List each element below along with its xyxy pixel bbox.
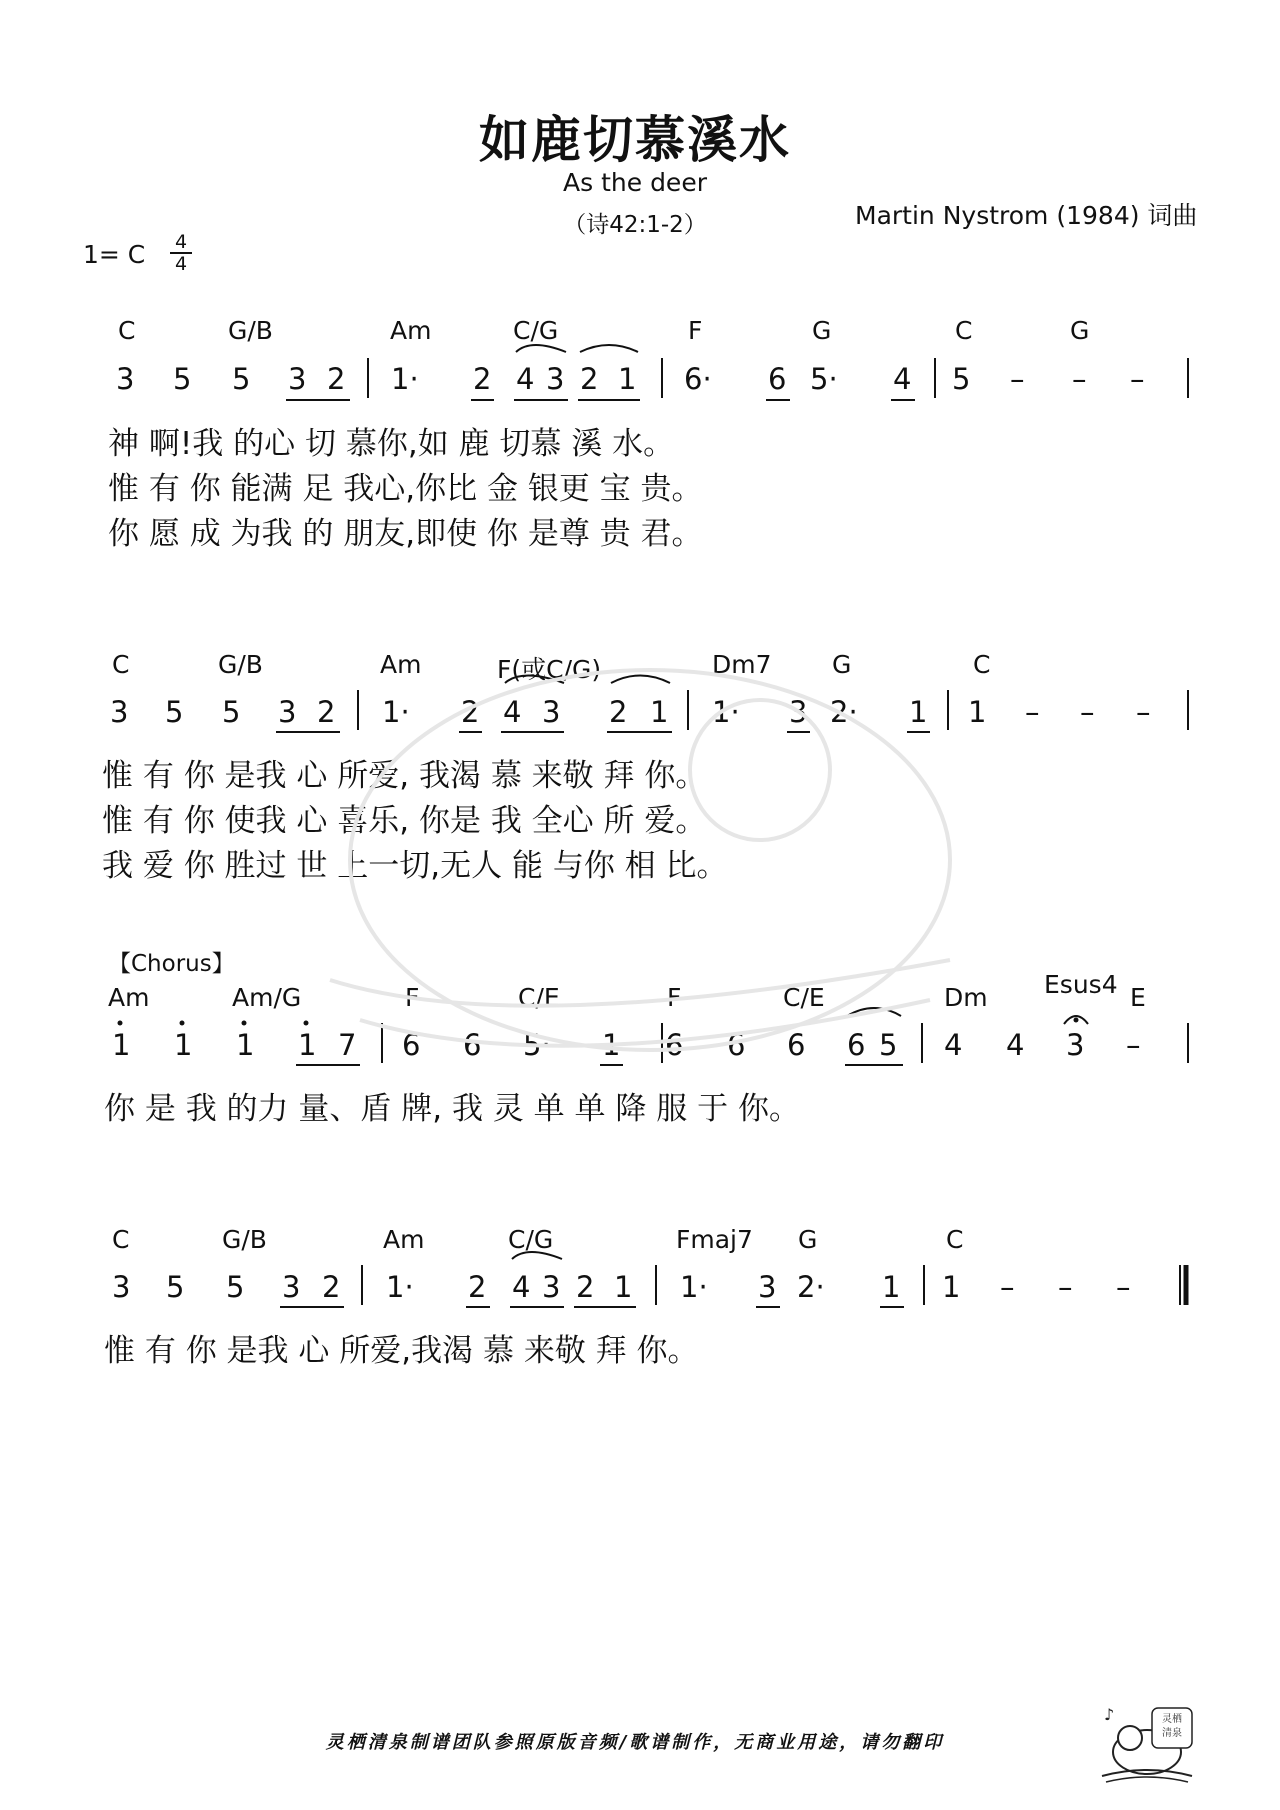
- note: 7: [338, 1028, 357, 1062]
- chord-symbol: F(或C/G): [497, 655, 602, 684]
- note: 3: [110, 695, 129, 729]
- note: 1: [942, 1270, 961, 1304]
- chord-symbol: C/G: [508, 1225, 554, 1254]
- note: 3: [542, 1270, 561, 1304]
- chord-symbol: C: [112, 1225, 130, 1254]
- note: 5: [226, 1270, 245, 1304]
- note: 1: [602, 1028, 621, 1062]
- chord-symbol: C: [973, 650, 991, 679]
- note: 3: [542, 695, 561, 729]
- lyric-line: 惟 有 你 是我 心 所爱,我渴 慕 来敬 拜 你。: [104, 1333, 699, 1369]
- time-signature-bottom: 4: [174, 253, 188, 275]
- note: 5: [222, 695, 241, 729]
- chord-symbol: G/B: [218, 650, 263, 679]
- note: 6: [768, 362, 787, 396]
- note: 5: [952, 362, 971, 396]
- note: 4: [516, 362, 535, 396]
- lyric-line: 你 愿 成 为我 的 朋友,即使 你 是尊 贵 君。: [108, 516, 703, 552]
- note: 2: [327, 362, 346, 396]
- chord-symbol: F: [667, 983, 682, 1012]
- svg-text:清泉: 清泉: [1162, 1728, 1182, 1739]
- note: 1: [236, 1028, 255, 1062]
- watermark-icon: [330, 670, 950, 1050]
- note: 1·: [382, 695, 410, 729]
- note: 2: [576, 1270, 595, 1304]
- note: 2: [461, 695, 480, 729]
- svg-text:灵栖: 灵栖: [1162, 1714, 1182, 1725]
- lyric-line: 我 爱 你 胜过 世 上一切,无人 能 与你 相 比。: [102, 848, 728, 884]
- time-signature-top: 4: [174, 231, 188, 253]
- note: 5: [879, 1028, 898, 1062]
- note: 2: [609, 695, 628, 729]
- chord-symbol: G: [812, 316, 832, 345]
- note: 4: [893, 362, 912, 396]
- chord-symbol: Dm7: [712, 650, 772, 679]
- note: 3: [282, 1270, 301, 1304]
- song-title: 如鹿切慕溪水: [479, 111, 791, 169]
- note: 2·: [830, 695, 858, 729]
- note-dash: –: [1130, 362, 1145, 396]
- note: 6: [727, 1028, 746, 1062]
- note: 2: [473, 362, 492, 396]
- note: 6: [787, 1028, 806, 1062]
- note: 1·: [680, 1270, 708, 1304]
- note: 1: [968, 695, 987, 729]
- note: 2: [468, 1270, 487, 1304]
- note-dash: –: [1080, 695, 1095, 729]
- note-dash: –: [1136, 695, 1151, 729]
- lyric-line: 神 啊!我 的心 切 慕你,如 鹿 切慕 溪 水。: [108, 426, 675, 462]
- note: 3: [112, 1270, 131, 1304]
- chord-symbol: C/G: [513, 316, 559, 345]
- lyric-line: 你 是 我 的力 量、盾 牌, 我 灵 单 单 降 服 于 你。: [104, 1091, 800, 1127]
- chord-symbol: Fmaj7: [676, 1225, 753, 1254]
- note: 3: [789, 695, 808, 729]
- scripture-reference: （诗42:1-2）: [563, 212, 707, 238]
- note: 1: [112, 1028, 131, 1062]
- note-dash: –: [1058, 1270, 1073, 1304]
- note: 1: [650, 695, 669, 729]
- note: 4: [944, 1028, 963, 1062]
- chord-symbol: G: [1070, 316, 1090, 345]
- chord-symbol: C/E: [783, 983, 825, 1012]
- chord-symbol: C: [946, 1225, 964, 1254]
- chord-symbol: Am: [108, 983, 150, 1012]
- note-dash: –: [1010, 362, 1025, 396]
- chord-symbol: Am: [390, 316, 432, 345]
- note: 4: [512, 1270, 531, 1304]
- key-signature: 1= C: [83, 240, 146, 269]
- lyric-line: 惟 有 你 使我 心 喜乐, 你是 我 全心 所 爱。: [102, 803, 707, 839]
- note: 1: [174, 1028, 193, 1062]
- lyric-line: 惟 有 你 能满 足 我心,你比 金 银更 宝 贵。: [108, 471, 703, 507]
- note: 5: [165, 695, 184, 729]
- footer-note: 灵栖清泉制谱团队参照原版音频/歌谱制作，无商业用途，请勿翻印: [325, 1732, 945, 1753]
- chord-symbol: F: [405, 983, 420, 1012]
- note: 1: [614, 1270, 633, 1304]
- note: 3: [546, 362, 565, 396]
- note: 2: [580, 362, 599, 396]
- lyric-line: 惟 有 你 是我 心 所爱, 我渴 慕 来敬 拜 你。: [102, 758, 707, 794]
- chord-symbol: F: [688, 316, 703, 345]
- note-dash: –: [1126, 1028, 1141, 1062]
- section-label: 【Chorus】: [108, 951, 235, 977]
- chord-symbol: G: [798, 1225, 818, 1254]
- chord-symbol: Dm: [944, 983, 988, 1012]
- chord-symbol: Am: [380, 650, 422, 679]
- note: 1: [618, 362, 637, 396]
- note-dash: –: [1025, 695, 1040, 729]
- note: 5·: [810, 362, 838, 396]
- note: 1: [298, 1028, 317, 1062]
- note: 1: [909, 695, 928, 729]
- note: 1·: [712, 695, 740, 729]
- chord-symbol: E: [1130, 983, 1146, 1012]
- note: 6: [402, 1028, 421, 1062]
- chord-symbol: Am/G: [232, 983, 302, 1012]
- chord-symbol: C: [955, 316, 973, 345]
- sheep-logo-icon: [1092, 1680, 1202, 1790]
- chord-symbol: Esus4: [1044, 970, 1118, 999]
- note: 6: [463, 1028, 482, 1062]
- note: 5: [232, 362, 251, 396]
- note: 4: [503, 695, 522, 729]
- chord-symbol: C: [112, 650, 130, 679]
- note-dash: –: [1072, 362, 1087, 396]
- chord-symbol: Am: [383, 1225, 425, 1254]
- note: 2·: [797, 1270, 825, 1304]
- note: 1: [882, 1270, 901, 1304]
- note: 3: [1066, 1028, 1085, 1062]
- note: 5·: [523, 1028, 551, 1062]
- note: 3: [288, 362, 307, 396]
- note: 3: [116, 362, 135, 396]
- note: 4: [1006, 1028, 1025, 1062]
- note: 3: [758, 1270, 777, 1304]
- note: 6·: [684, 362, 712, 396]
- svg-text:♪: ♪: [1104, 1705, 1115, 1724]
- note-dash: –: [1116, 1270, 1131, 1304]
- chord-symbol: C/E: [518, 983, 560, 1012]
- chord-symbol: G/B: [228, 316, 273, 345]
- chord-symbol: G: [832, 650, 852, 679]
- note-dash: –: [1000, 1270, 1015, 1304]
- note: 3: [278, 695, 297, 729]
- note: 2: [317, 695, 336, 729]
- note: 5: [166, 1270, 185, 1304]
- note: 6: [847, 1028, 866, 1062]
- chord-symbol: C: [118, 316, 136, 345]
- note: 6: [665, 1028, 684, 1062]
- chord-symbol: G/B: [222, 1225, 267, 1254]
- note: 2: [322, 1270, 341, 1304]
- composer-credit: Martin Nystrom (1984) 词曲: [855, 201, 1198, 230]
- note: 1·: [386, 1270, 414, 1304]
- note: 1·: [391, 362, 419, 396]
- song-subtitle: As the deer: [563, 168, 707, 197]
- note: 5: [173, 362, 192, 396]
